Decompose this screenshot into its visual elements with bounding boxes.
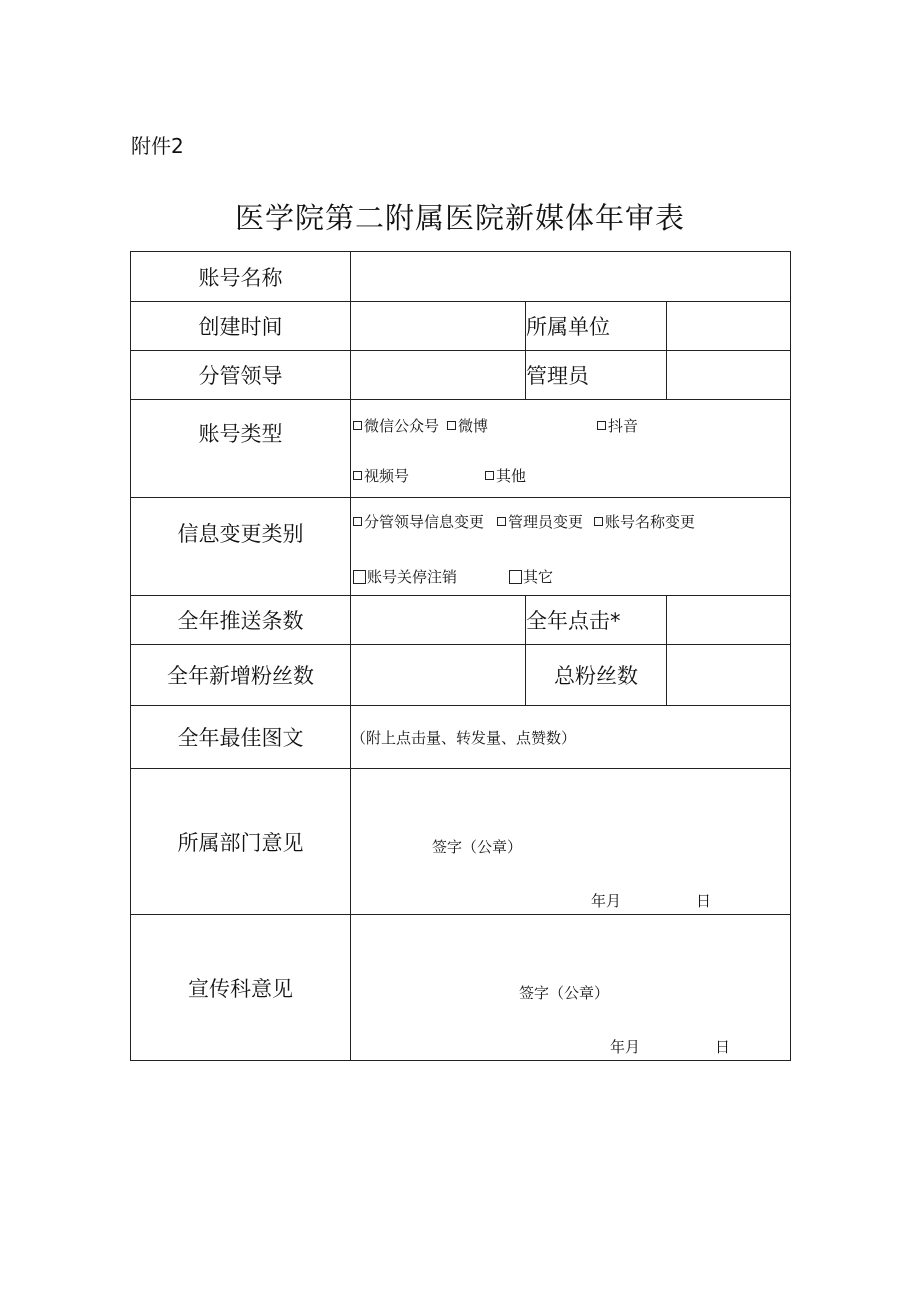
option-label: 视频号 [364, 467, 410, 485]
dept-opinion-label: 所属部门意见 [131, 769, 351, 915]
account-name-label: 账号名称 [131, 252, 351, 302]
checkbox-icon[interactable] [594, 517, 603, 526]
option-wechat[interactable] [353, 415, 439, 436]
created-time-label: 创建时间 [131, 302, 351, 351]
publicity-opinion-field[interactable] [351, 915, 791, 1061]
publicity-sign-label: 签字（公章） [519, 984, 610, 1002]
row-account-name [131, 252, 791, 302]
best-article-note: （附上点击量、转发量、点赞数） [351, 706, 791, 769]
row-publicity-opinion [131, 915, 791, 1061]
annual-clicks-field[interactable] [667, 596, 791, 645]
option-label: 微博 [458, 417, 489, 435]
row-account-type [131, 400, 791, 498]
checkbox-icon[interactable] [509, 570, 522, 584]
supervising-leader-field[interactable] [351, 351, 526, 400]
info-change-type-label: 信息变更类别 [131, 498, 351, 596]
dept-opinion-field[interactable] [351, 769, 791, 915]
annual-review-table [130, 251, 791, 1061]
account-name-field[interactable] [351, 252, 791, 302]
row-annual-posts [131, 596, 791, 645]
checkbox-icon[interactable] [447, 421, 456, 430]
dept-day: 日 [696, 892, 712, 910]
publicity-day: 日 [715, 1038, 731, 1056]
option-douyin[interactable] [597, 415, 638, 436]
checkbox-icon[interactable] [485, 471, 494, 480]
dept-year-month: 年月 [591, 892, 622, 910]
publicity-year-month: 年月 [610, 1038, 641, 1056]
option-label: 抖音 [608, 417, 639, 435]
row-supervising-leader [131, 351, 791, 400]
option-weibo[interactable] [447, 415, 488, 436]
annual-posts-label: 全年推送条数 [131, 596, 351, 645]
dept-sign-label: 签字（公章） [432, 838, 523, 856]
row-best-article [131, 706, 791, 769]
option-label: 其他 [496, 467, 527, 485]
checkbox-icon[interactable] [353, 570, 366, 584]
row-info-change-type [131, 498, 791, 596]
best-article-label: 全年最佳图文 [131, 706, 351, 769]
option-other[interactable] [485, 465, 526, 486]
created-time-field[interactable] [351, 302, 526, 351]
info-change-type-options [351, 498, 791, 596]
supervising-leader-label: 分管领导 [131, 351, 351, 400]
option-name-change[interactable] [594, 511, 695, 532]
row-dept-opinion [131, 769, 791, 915]
account-type-label: 账号类型 [131, 400, 351, 498]
checkbox-icon[interactable] [597, 421, 606, 430]
option-label: 微信公众号 [364, 417, 440, 435]
attachment-label: 附件2 [131, 134, 184, 158]
affiliated-unit-label: 所属单位 [526, 302, 667, 351]
publicity-opinion-label: 宣传科意见 [131, 915, 351, 1061]
option-label: 其它 [523, 568, 554, 586]
option-admin-change[interactable] [497, 511, 583, 532]
new-fans-field[interactable] [351, 645, 526, 706]
annual-posts-field[interactable] [351, 596, 526, 645]
row-created-time [131, 302, 791, 351]
option-other-change[interactable] [509, 566, 553, 587]
form-title: 医学院第二附属医院新媒体年审表 [234, 201, 685, 235]
option-label: 账号关停注销 [367, 568, 458, 586]
checkbox-icon[interactable] [353, 517, 362, 526]
new-fans-label: 全年新增粉丝数 [131, 645, 351, 706]
total-fans-label: 总粉丝数 [526, 645, 667, 706]
option-label: 分管领导信息变更 [364, 513, 485, 531]
checkbox-icon[interactable] [353, 471, 362, 480]
option-label: 账号名称变更 [605, 513, 696, 531]
affiliated-unit-field[interactable] [667, 302, 791, 351]
option-close-account[interactable] [353, 566, 457, 587]
annual-clicks-label: 全年点击* [526, 596, 667, 645]
account-type-options [351, 400, 791, 498]
total-fans-field[interactable] [667, 645, 791, 706]
administrator-label: 管理员 [526, 351, 667, 400]
checkbox-icon[interactable] [497, 517, 506, 526]
administrator-field[interactable] [667, 351, 791, 400]
option-video-channel[interactable] [353, 465, 409, 486]
option-leader-change[interactable] [353, 511, 484, 532]
row-new-fans [131, 645, 791, 706]
option-label: 管理员变更 [508, 513, 584, 531]
checkbox-icon[interactable] [353, 421, 362, 430]
